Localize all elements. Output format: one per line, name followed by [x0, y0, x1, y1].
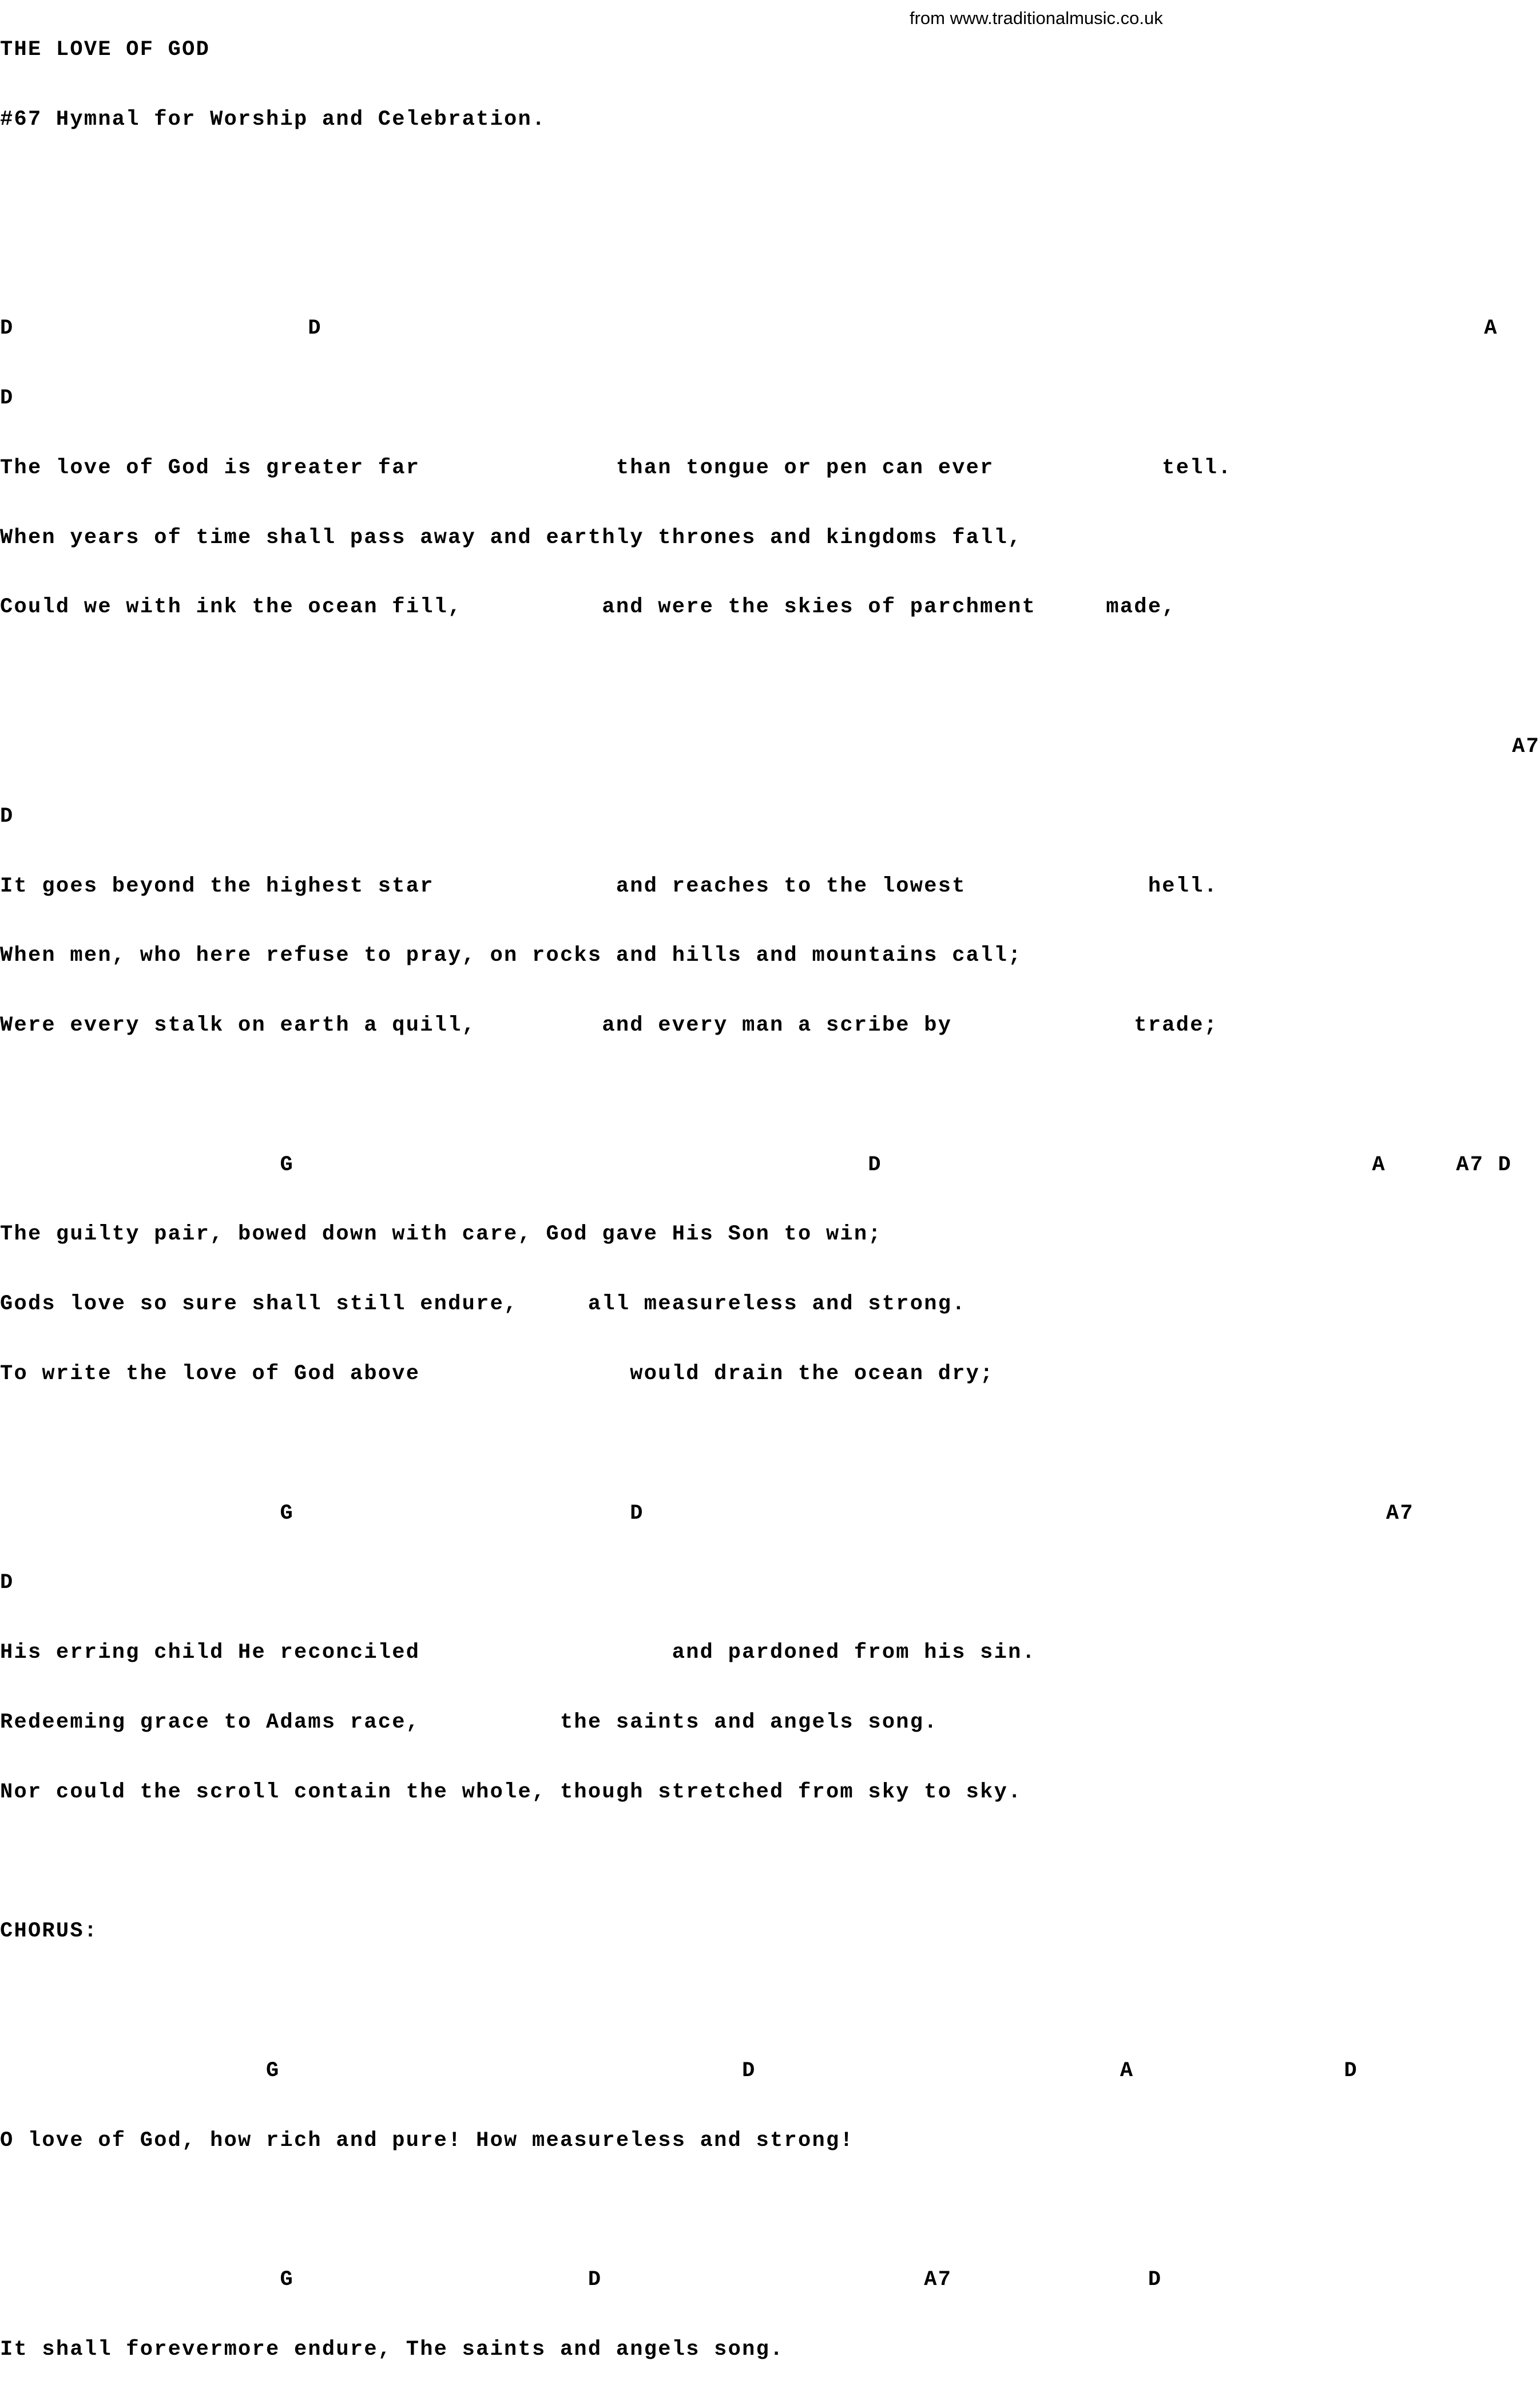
lyric-line: Could we with ink the ocean fill, and were the skies of parchment made,: [0, 595, 1176, 620]
chord-line: G D A D: [0, 2058, 1358, 2083]
chord-line: G D A7 D: [0, 2268, 1162, 2292]
lyric-line: It goes beyond the highest star and reaches to the lowest hell.: [0, 874, 1218, 898]
lyric-line: To write the love of God above would drain the ocean dry;: [0, 1362, 994, 1387]
chord-line: D D A: [0, 316, 1498, 341]
song-title: THE LOVE OF GOD: [0, 38, 211, 62]
blank-line: [0, 666, 1540, 689]
lyric-line: The love of God is greater far than tongue or pen can ever tell.: [0, 456, 1232, 480]
blank-line: [0, 1432, 1540, 1456]
blank-line: [0, 1084, 1540, 1107]
lyric-line: O love of God, how rich and pure! How measureless and strong!: [0, 2128, 854, 2153]
lyric-line: Were every stalk on earth a quill, and every man a scribe by trade;: [0, 1013, 1218, 1038]
lyric-line: When years of time shall pass away and earthly thrones and kingdoms fall,: [0, 525, 1022, 550]
chorus-label: CHORUS:: [0, 1919, 98, 1944]
blank-line: [0, 248, 1540, 271]
source-attribution: from www.traditionalmusic.co.uk: [910, 8, 1163, 28]
chord-line: G D A7: [0, 1501, 1414, 1526]
lyric-line: When men, who here refuse to pray, on rocks and hills and mountains call;: [0, 944, 1022, 968]
blank-line: [0, 2199, 1540, 2222]
blank-line: [0, 1851, 1540, 1874]
chord-line: G D A A7 D: [0, 1152, 1513, 1177]
blank-line: [0, 1990, 1540, 2013]
chord-line: A7: [0, 735, 1540, 759]
lyric-line: Redeeming grace to Adams race, the saints and angels song.: [0, 1710, 938, 1734]
chord-line: D: [0, 1571, 14, 1595]
lyric-line: The guilty pair, bowed down with care, God gave His Son to win;: [0, 1222, 882, 1247]
chord-line: D: [0, 386, 14, 411]
lyric-line: Nor could the scroll contain the whole, though stretched from sky to sky.: [0, 1780, 1022, 1804]
lyric-line: His erring child He reconciled and pardoned from his sin.: [0, 1641, 1037, 1665]
chord-line: D: [0, 804, 14, 829]
blank-line: [0, 178, 1540, 201]
hymnal-reference: #67 Hymnal for Worship and Celebration.: [0, 107, 546, 132]
lyric-line: Gods love so sure shall still endure, all measureless and strong.: [0, 1292, 966, 1317]
lyric-line: It shall forevermore endure, The saints and angels song.: [0, 2337, 784, 2362]
